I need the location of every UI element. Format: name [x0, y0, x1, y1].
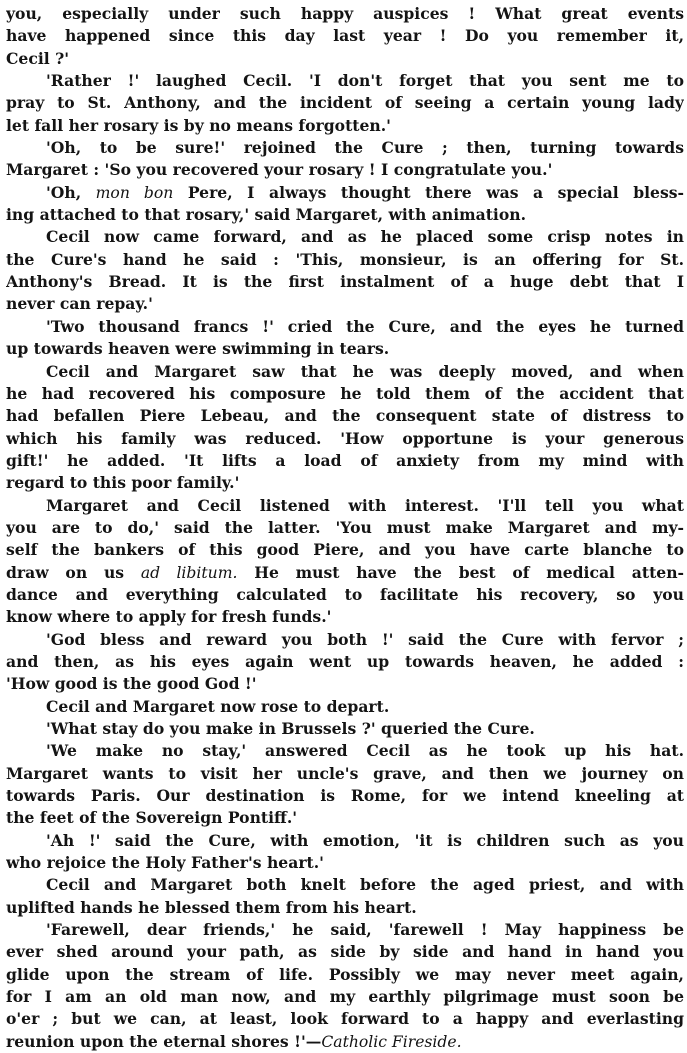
text-line: know where to apply for fresh funds.' [6, 607, 332, 627]
text-line: regard to this poor family.' [6, 473, 240, 493]
italic-phrase: mon bon [95, 183, 174, 202]
text-line: who rejoice the Holy Father's heart.' [6, 853, 324, 873]
text-line: ever shed around your path, as side by side and hand in hand you [6, 942, 684, 962]
text-line [6, 562, 684, 584]
text-line: Cecil and Margaret now rose to depart. [46, 696, 390, 716]
text-line: which his family was reduced. 'How opportune is your generous [6, 428, 684, 448]
text-line: ing attached to that rosary,' said Margaret, with animation. [6, 205, 527, 225]
text-line: 'What stay do you make in Brussels ?' queried the Cure. [46, 719, 535, 738]
text-line: towards Paris. Our destination is Rome, for we intend kneeling at [6, 786, 684, 806]
line-text-segment: draw on us [6, 562, 141, 582]
line-text-segment: Pere, I always thought there was a special bless- [173, 182, 684, 202]
line-text-segment: He must have the best of medical atten- [237, 562, 684, 582]
text-line: self the bankers of this good Piere, and you have carte blanche to [6, 540, 684, 560]
text-line: never can repay.' [6, 294, 153, 314]
text-line: the Cure's hand he said : 'This, monsieur, is an offering for St. [6, 249, 684, 269]
text-line: you are to do,' said the latter. 'You must make Margaret and my- [6, 517, 684, 537]
text-line: the feet of the Sovereign Pontiff.' [6, 808, 298, 828]
text-line: 'We make no stay,' answered Cecil as he took up his hat. [46, 741, 684, 761]
text-line: for I am an old man now, and my earthly pilgrimage must soon be [6, 987, 684, 1007]
text-line: he had recovered his composure he told them of the accident that [6, 383, 684, 403]
text-line: Anthony's Bread. It is the first instalment of a huge debt that I [6, 272, 684, 292]
text-line: Cecil now came forward, and as he placed some crisp notes in [46, 227, 684, 247]
text-line: and then, as his eyes again went up towards heaven, he added : [6, 651, 684, 671]
document-page [6, 3, 684, 1053]
text-line: Cecil and Margaret both knelt before the aged priest, and with [46, 875, 684, 895]
text-line: have happened since this day last year ! Do you remember it, [6, 26, 684, 46]
text-line: 'Ah !' said the Cure, with emotion, 'it is children such as you [46, 830, 684, 850]
text-line: Margaret : 'So you recovered your rosary ! I congratulate you.' [6, 160, 553, 180]
text-line: gift!' he added. 'It lifts a load of anxiety from my mind with [6, 450, 684, 470]
line-text-segment: 'Oh, [46, 182, 96, 202]
text-line: dance and everything calculated to facilitate his recovery, so you [6, 584, 684, 604]
text-line: Margaret wants to visit her uncle's grave, and then we journey on [6, 763, 684, 783]
text-line: uplifted hands he blessed them from his heart. [6, 897, 417, 917]
text-line: 'Oh, to be sure!' rejoined the Cure ; then, turning towards [46, 138, 684, 158]
line-text-segment: reunion upon the eternal shores !'— [6, 1031, 322, 1051]
text-line: pray to St. Anthony, and the incident of seeing a certain young lady [6, 93, 684, 113]
text-line: 'Farewell, dear friends,' he said, 'farewell ! May happiness be [46, 920, 684, 940]
text-line: Margaret and Cecil listened with interest. 'I'll tell you what [46, 495, 684, 515]
text-line [6, 182, 684, 204]
text-line: had befallen Piere Lebeau, and the consequent state of distress to [6, 406, 684, 426]
text-line: let fall her rosary is by no means forgotten.' [6, 115, 391, 135]
text-line: glide upon the stream of life. Possibly we may never meet again, [6, 964, 684, 984]
italic-phrase: ad libitum. [140, 563, 238, 582]
text-line: Cecil and Margaret saw that he was deeply moved, and when [46, 361, 684, 381]
text-line: Cecil ?' [6, 48, 70, 68]
text-line: 'God bless and reward you both !' said the Cure with fervor ; [46, 629, 684, 649]
text-line: 'How good is the good God !' [6, 674, 257, 694]
text-line: up towards heaven were swimming in tears. [6, 339, 390, 359]
text-line: o'er ; but we can, at least, look forward to a happy and everlasting [6, 1009, 684, 1029]
italic-phrase: Catholic Fireside. [321, 1032, 462, 1051]
text-line: 'Two thousand francs !' cried the Cure, and the eyes he turned [46, 316, 684, 336]
text-line: 'Rather !' laughed Cecil. 'I don't forget that you sent me to [46, 71, 684, 91]
text-line [6, 1031, 684, 1053]
text-line: you, especially under such happy auspices ! What great events [6, 4, 684, 23]
